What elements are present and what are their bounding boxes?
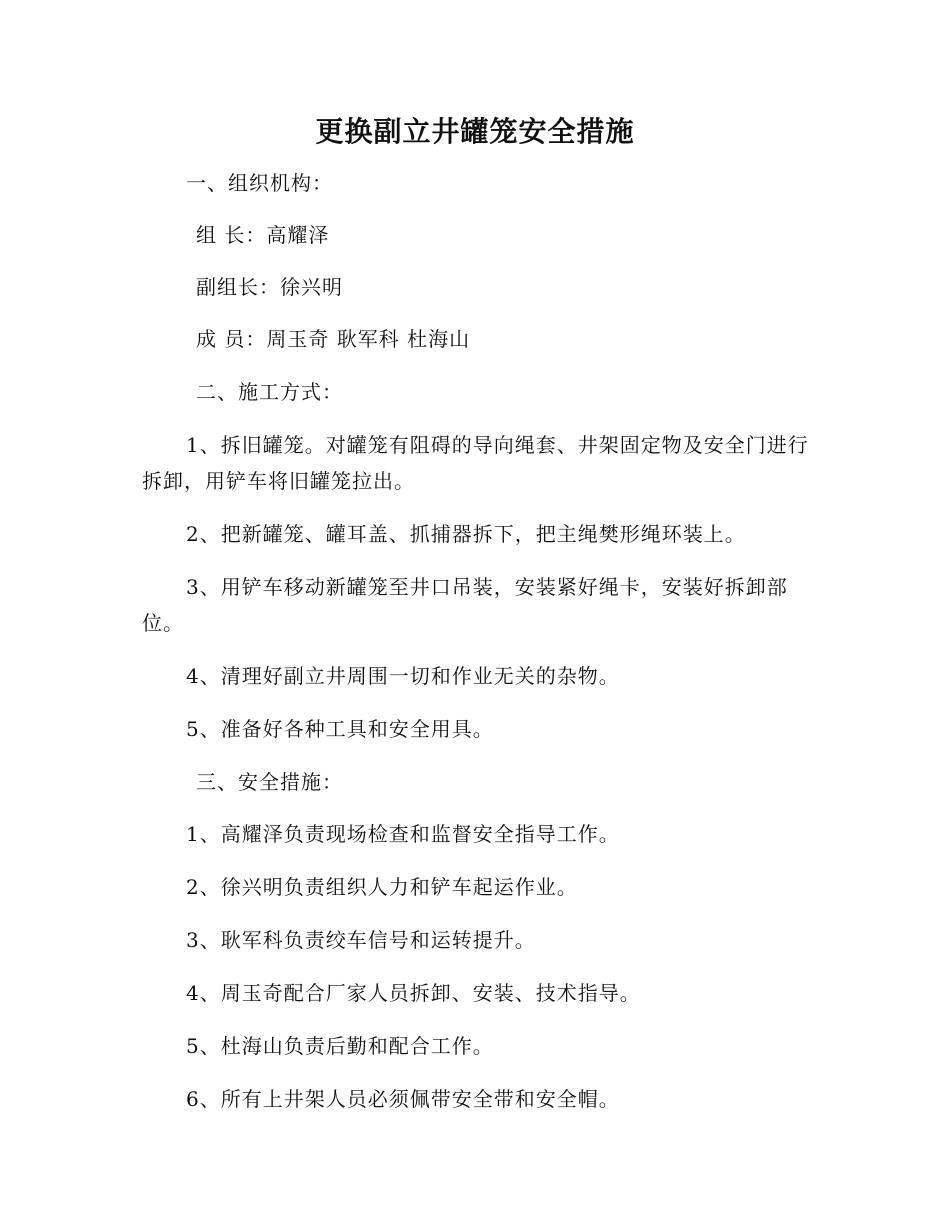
safety-measure-2: 2、徐兴明负责组织人力和铲车起运作业。 bbox=[186, 875, 578, 899]
safety-measure-6: 6、所有上井架人员必须佩带安全带和安全帽。 bbox=[186, 1087, 620, 1111]
construction-step-3: 3、用铲车移动新罐笼至井口吊装，安装紧好绳卡，安装好拆卸部位。 bbox=[142, 575, 788, 635]
construction-step-5: 5、准备好各种工具和安全用具。 bbox=[186, 717, 494, 741]
section-heading-construction: 二、施工方式： bbox=[196, 380, 343, 404]
deputy-leader-line: 副组长：徐兴明 bbox=[196, 275, 343, 299]
section-heading-safety: 三、安全措施： bbox=[196, 770, 343, 794]
document-title: 更换副立井罐笼安全措施 bbox=[315, 115, 635, 148]
construction-step-4: 4、清理好副立井周围一切和作业无关的杂物。 bbox=[186, 664, 620, 688]
group-leader-line: 组 长：高耀泽 bbox=[196, 223, 330, 247]
construction-step-2: 2、把新罐笼、罐耳盖、抓捕器拆下，把主绳樊形绳环装上。 bbox=[186, 522, 746, 546]
safety-measure-3: 3、耿军科负责绞车信号和运转提升。 bbox=[186, 928, 536, 952]
safety-measure-4: 4、周玉奇配合厂家人员拆卸、安装、技术指导。 bbox=[186, 981, 641, 1005]
section-heading-organization: 一、组织机构： bbox=[186, 171, 333, 195]
safety-measure-5: 5、杜海山负责后勤和配合工作。 bbox=[186, 1034, 494, 1058]
safety-measure-1: 1、高耀泽负责现场检查和监督安全指导工作。 bbox=[186, 822, 620, 846]
members-line: 成 员：周玉奇 耿军科 杜海山 bbox=[196, 327, 471, 351]
construction-step-1: 1、拆旧罐笼。对罐笼有阻碍的导向绳套、井架固定物及安全门进行拆卸，用铲车将旧罐笼拉出。 bbox=[142, 433, 809, 493]
